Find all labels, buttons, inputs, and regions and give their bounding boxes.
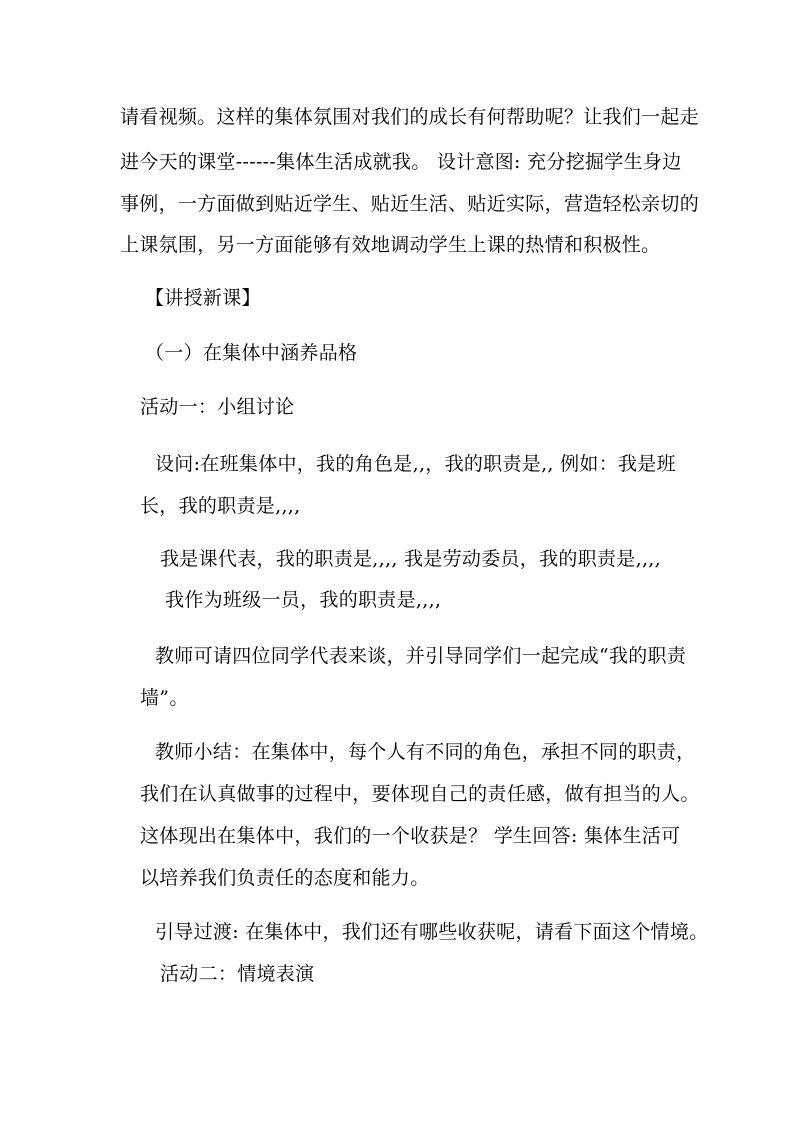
example-line-2: 我作为班级一员，我的职责是,,,, xyxy=(165,589,442,611)
intro-line-1: 请看视频。这样的集体氛围对我们的成长有何帮助呢？让我们一起走 xyxy=(120,106,700,128)
transition-line: 引导过渡: 在集体中，我们还有哪些收获呢，请看下面这个情境。 xyxy=(155,921,709,943)
question-line-1: 设问:在班集体中，我的角色是,,，我的职责是,, 例如：我是班 xyxy=(155,453,676,475)
activity-2-title: 活动二：情境表演 xyxy=(160,963,315,985)
question-line-2: 长，我的职责是,,,, xyxy=(140,495,301,517)
summary-line-1: 教师小结：在集体中，每个人有不同的角色，承担不同的职责， xyxy=(155,741,696,763)
activity-1-title: 活动一：小组讨论 xyxy=(140,396,295,418)
summary-line-2: 我们在认真做事的过程中，要体现自己的责任感，做有担当的人。 xyxy=(140,783,700,805)
subsection-heading: （一）在集体中涵养品格 xyxy=(145,342,358,364)
teacher-invite-line-1: 教师可请四位同学代表来谈，并引导同学们一起完成“我的职责 xyxy=(155,645,687,667)
summary-line-4: 以培养我们负责任的态度和能力。 xyxy=(140,867,430,889)
intro-line-4: 上课氛围，另一方面能够有效地调动学生上课的热情和积极性。 xyxy=(120,234,661,256)
intro-line-2: 进今天的课堂------集体生活成就我。 设计意图: 充分挖掘学生身边 xyxy=(120,151,682,173)
teacher-invite-line-2: 墙”。 xyxy=(140,687,189,709)
section-heading: 【讲授新课】 xyxy=(145,287,261,309)
summary-line-3: 这体现出在集体中，我们的一个收获是？ 学生回答: 集体生活可 xyxy=(140,825,681,847)
example-line-1: 我是课代表，我的职责是,,,, 我是劳动委员，我的职责是,,,, xyxy=(160,548,661,570)
intro-line-3: 事例，一方面做到贴近学生、贴近生活、贴近实际，营造轻松亲切的 xyxy=(120,193,700,215)
